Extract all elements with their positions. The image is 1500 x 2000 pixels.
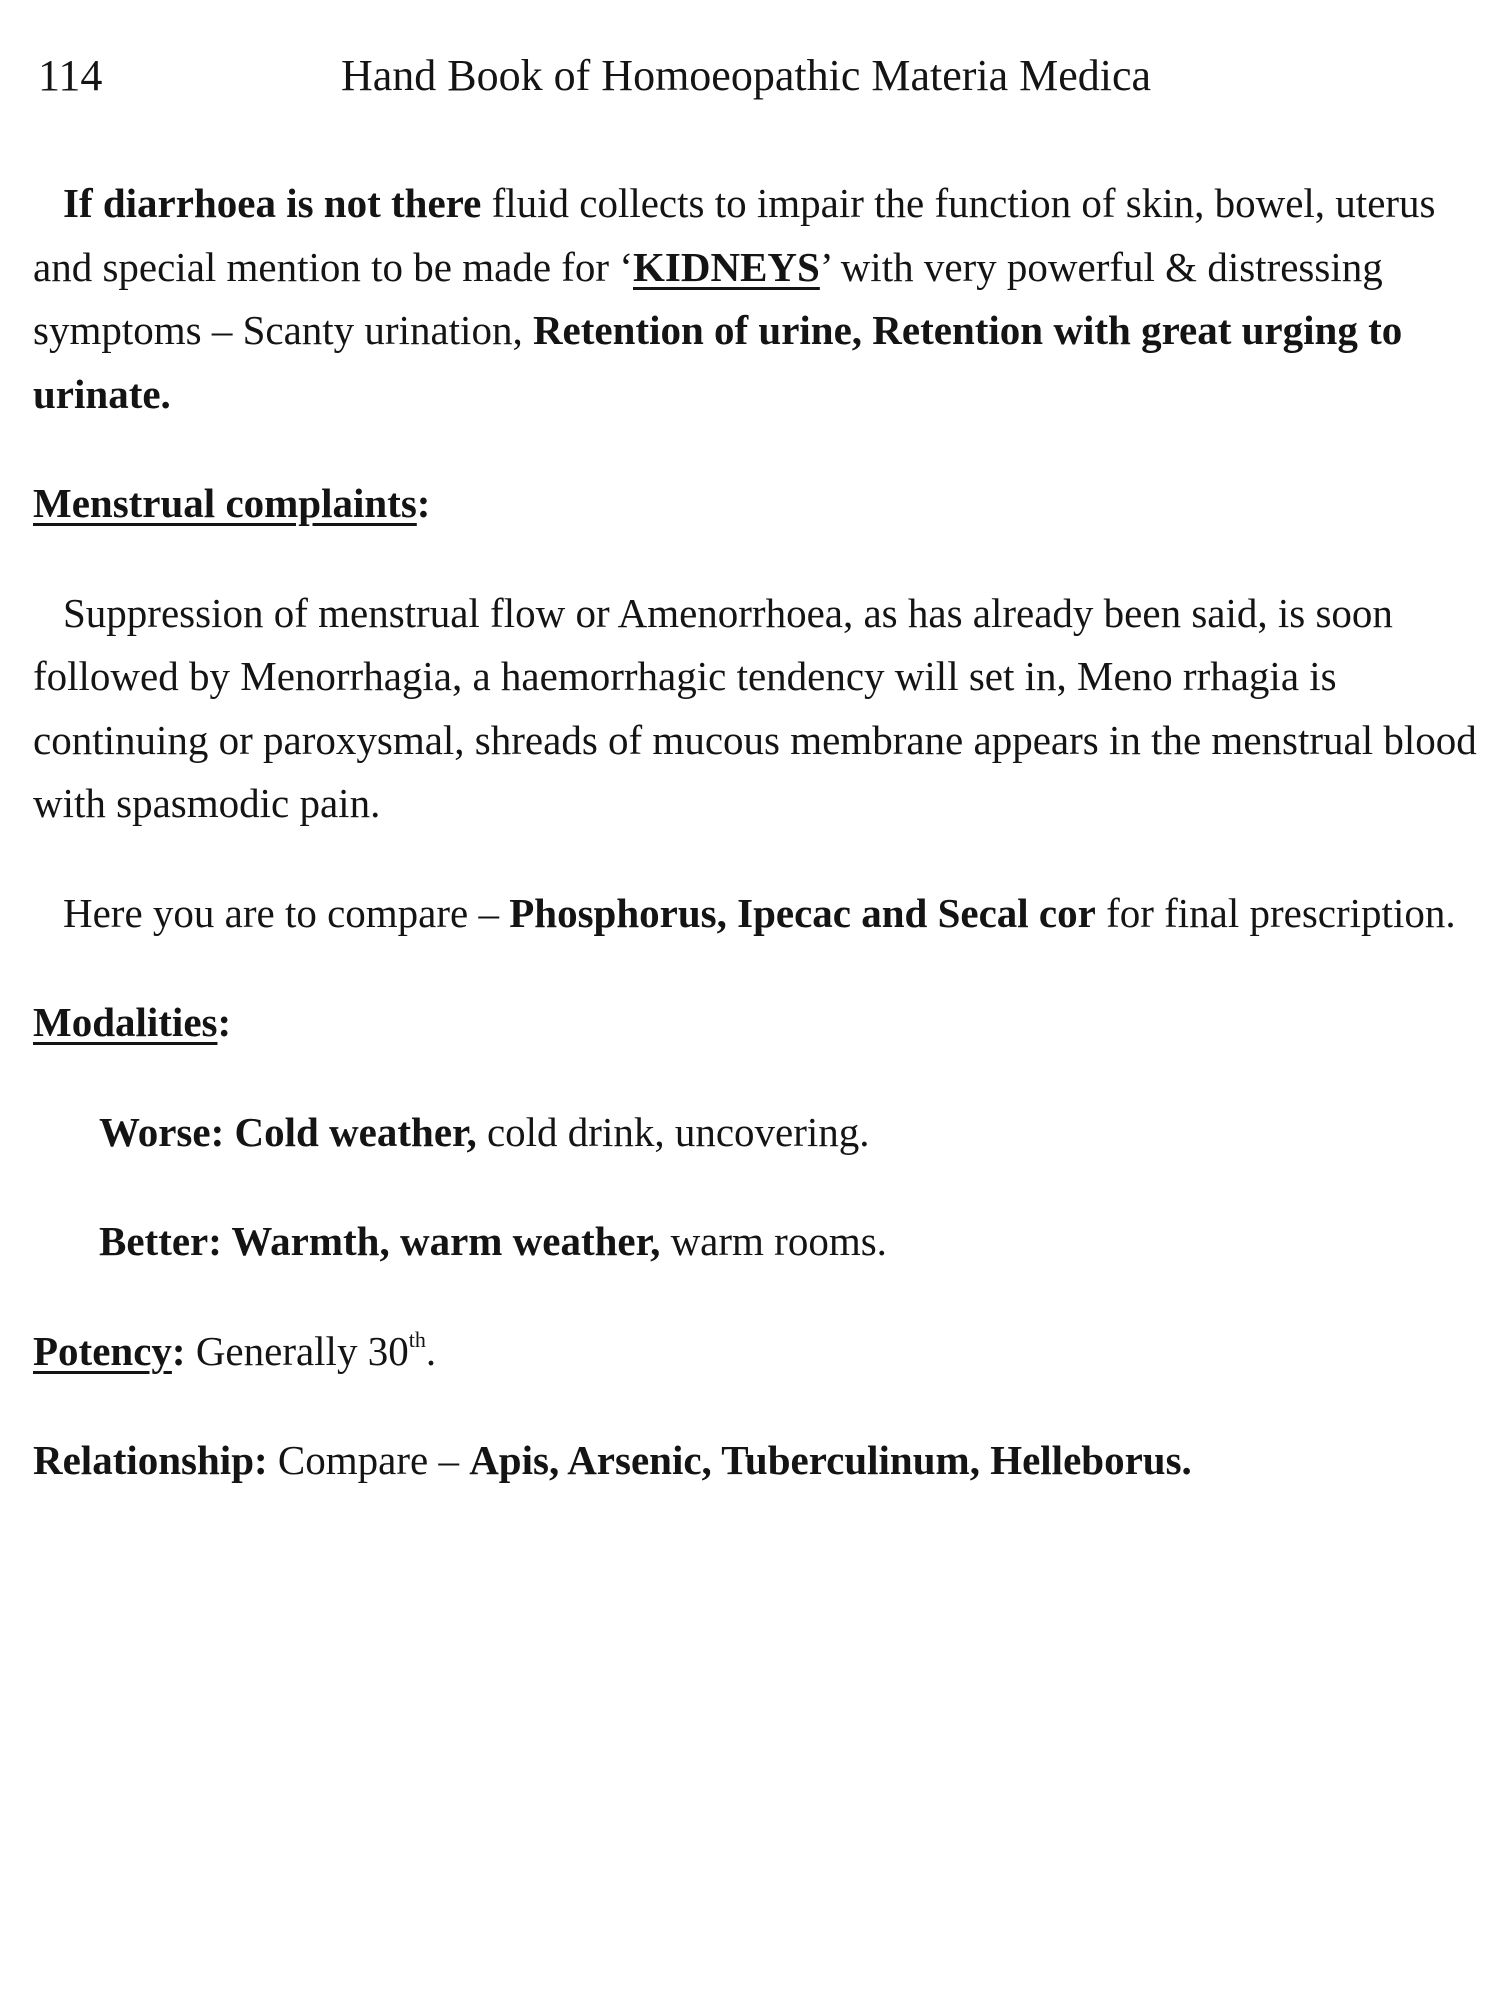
worse-bold: Cold weather, xyxy=(224,1108,477,1155)
modalities-heading xyxy=(33,991,1483,1055)
intro-lead: If diarrhoea is not there xyxy=(63,180,482,226)
worse-rest: cold drink, uncovering. xyxy=(476,1108,870,1155)
better-bold: Warmth, warm weather, xyxy=(221,1218,661,1264)
page-body xyxy=(33,172,1483,1493)
better-modality xyxy=(33,1210,1483,1274)
potency-text: Generally 30 xyxy=(185,1327,409,1374)
menstrual-heading-colon: : xyxy=(416,480,431,526)
relationship-label: Relationship: xyxy=(33,1437,268,1483)
compare-text-after: for final prescription. xyxy=(1095,889,1456,936)
better-label: Better: xyxy=(99,1218,222,1264)
potency-line xyxy=(33,1320,1483,1384)
intro-text-1: fluid collects to impair the function of skin, bowel, uterus and special mention to be made for ‘ xyxy=(33,180,1436,290)
worse-label: Worse: xyxy=(99,1108,225,1155)
compare-paragraph xyxy=(33,882,1483,946)
running-title: Hand Book of Homoeopathic Materia Medica xyxy=(341,51,1152,100)
page-number: 114 xyxy=(38,51,103,100)
page-header xyxy=(38,50,1458,110)
potency-colon: : xyxy=(171,1327,186,1374)
potency-superscript: th xyxy=(408,1326,426,1352)
menstrual-heading xyxy=(33,472,1483,536)
worse-modality xyxy=(33,1101,1483,1165)
menstrual-paragraph: Suppression of menstrual flow or Amenorrhoea, as has already been said, is soon followed by Menorrhagia, a haemorrhagic tendency will set in, Meno rrhagia is continuing or paroxysmal, shreads of mucous membrane appears in the menstrual blood with spasmodic pain. xyxy=(33,589,1477,826)
compare-text-before: Here you are to compare – xyxy=(63,889,510,936)
menstrual-heading-text: Menstrual complaints xyxy=(33,480,417,526)
potency-end: . xyxy=(425,1327,437,1374)
kidneys-emphasis: KIDNEYS xyxy=(633,243,820,290)
relationship-remedies: Apis, Arsenic, Tuberculinum, Helleborus. xyxy=(469,1437,1192,1483)
better-rest: warm rooms. xyxy=(660,1218,887,1264)
kidney-paragraph xyxy=(33,172,1483,426)
intro-bold-end: Retention of urine, Retention with great urging to urinate. xyxy=(33,307,1403,417)
compare-remedies: Phosphorus, Ipecac and Secal cor xyxy=(509,889,1096,936)
modalities-heading-colon: : xyxy=(217,999,232,1045)
relationship-line xyxy=(33,1429,1483,1493)
relationship-text: Compare – xyxy=(267,1437,470,1483)
potency-label: Potency xyxy=(33,1327,172,1374)
modalities-heading-text: Modalities xyxy=(33,999,218,1045)
intro-text-2: ’ with very powerful & distressing symptoms – Scanty urination, xyxy=(33,243,1383,353)
